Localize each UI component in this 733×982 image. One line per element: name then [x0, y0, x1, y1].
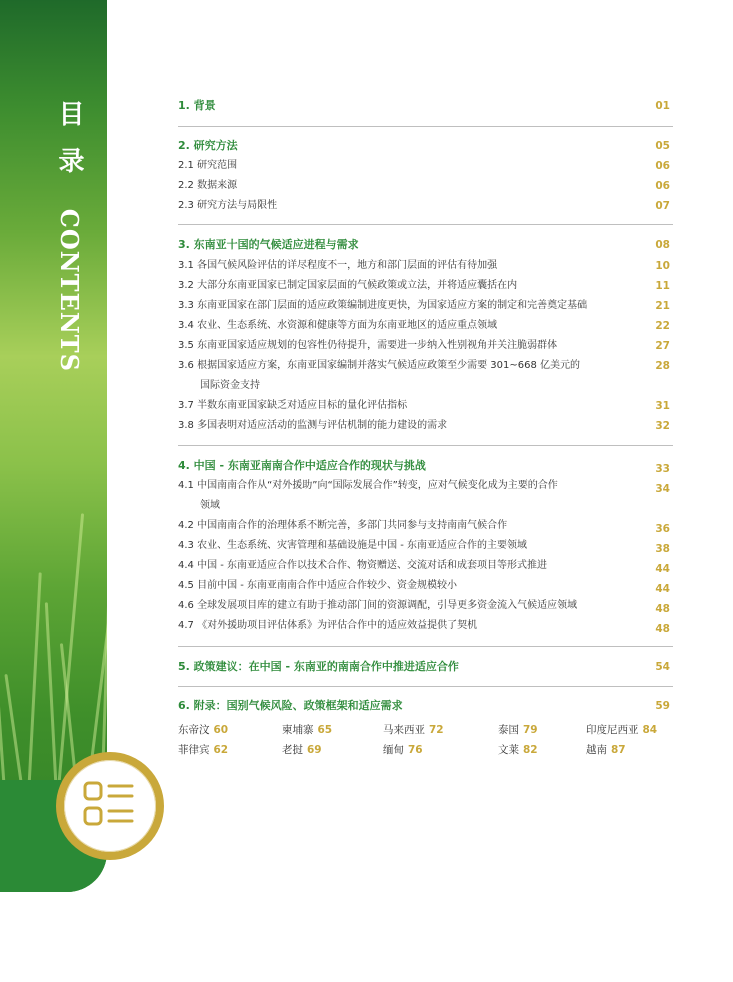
- country-entry[interactable]: 老挝 69: [282, 744, 322, 756]
- contents-title-en: CONTENTS: [55, 208, 84, 372]
- country-entry[interactable]: 马来西亚 72: [383, 724, 444, 736]
- emblem: [64, 760, 156, 852]
- divider: [178, 445, 673, 446]
- country-entry[interactable]: 柬埔寨 65: [282, 724, 333, 736]
- country-entry[interactable]: 泰国 79: [498, 724, 538, 736]
- divider: [178, 126, 673, 127]
- country-entry[interactable]: 印度尼西亚 84: [586, 724, 658, 736]
- country-entry[interactable]: 菲律宾 62: [178, 744, 229, 756]
- divider: [178, 224, 673, 225]
- divider: [178, 686, 673, 687]
- list-icon: [82, 778, 138, 834]
- country-entry[interactable]: 缅甸 76: [383, 744, 423, 756]
- contents-title-cn: 目 录: [54, 100, 84, 180]
- contents-title: [56, 100, 88, 372]
- country-entry[interactable]: 越南 87: [586, 744, 626, 756]
- country-entry[interactable]: 文莱 82: [498, 744, 538, 756]
- divider: [178, 646, 673, 647]
- country-entry[interactable]: 东帝汶 60: [178, 724, 229, 736]
